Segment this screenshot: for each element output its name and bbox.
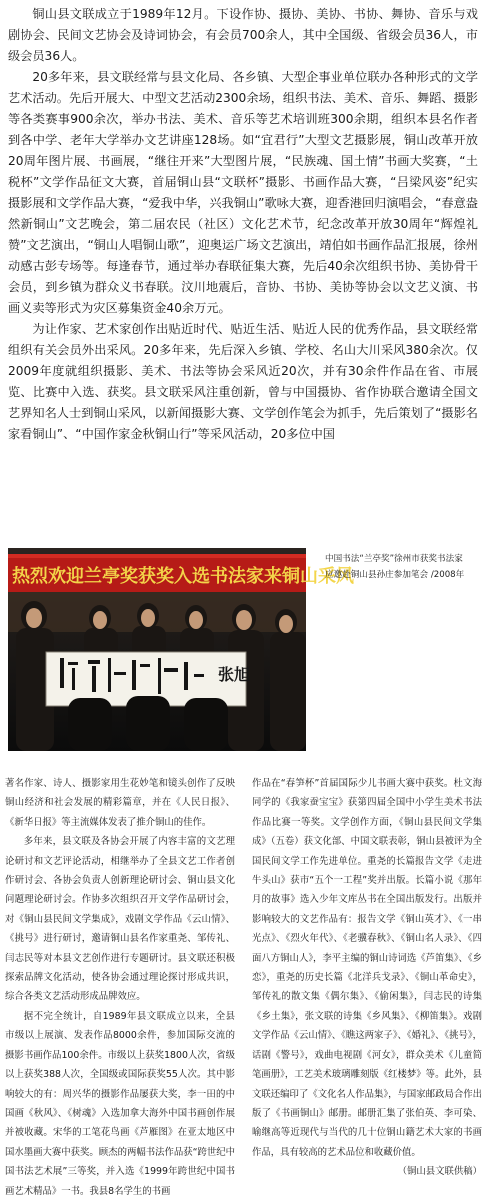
- intro-section: [8, 4, 478, 445]
- intro-paragraph-3: 为让作家、艺术家创作出贴近时代、贴近生活、贴近人民的优秀作品，县文联经常组织有关会员外出采风。20多年来，先后深入乡镇、学校、名山大川采风380余次。仅2009年度就组织摄影、美术、书法等协会采风近20次，并有30余件作品在省、市展览、比赛中入选、获奖。县文联采风注重创新，曾与中国摄协、省作协联合邀请全国文艺界知名人士到铜山采风，以新闻摄影大赛、文学创作笔会为抓手，先后策划了“摄影名家看铜山”、“中国作家金秋铜山行”等采风活动，20多位中国: [8, 322, 478, 441]
- scroll-text: 张旭: [218, 665, 251, 684]
- left-paragraph-3: 据不完全统计，自1989年县文联成立以来，全县市级以上展演、发表作品8000余件，参加国际交流的摄影书画作品100余件。市级以上获奖1800人次，省级以上获奖388人次，全国级或国际获奖55人次。其中影响较大的有：周兴华的摄影作品屡获大奖，李一田的中国画《秋风》、《树魂》入选加拿大海外中国书画创作展并被收藏。宋华的工笔花鸟画《芦雁图》在亚太地区中国水墨画大赛中获奖。顾杰的两幅书法作品获“跨世纪中国书法艺术展”三等奖，并入选《1999年跨世纪中国书画艺术精品》一书。我县8名学生的书画: [5, 1010, 235, 1197]
- intro-paragraph-2: 20多年来，县文联经常与县文化局、各乡镇、大型企事业单位联办各种形式的文学艺术活动。先后开展大、中型文艺活动2300余场，组织书法、美术、音乐、舞蹈、摄影等各类赛事900余次，举办书法、美术、音乐等艺术培训班300余期，组织本县名作者到各中学、老年大学举办文艺讲座128场。如“宜君行”大型文艺摄影展，铜山改革开放20周年图片展、书画展，“继往开来”大型图片展，“民族魂、国土情”书画大奖赛，“土税杯”文学作品征文大赛，首届铜山县“文联杯”摄影、书画作品大赛，“吕梁风姿”纪实摄影展和文学作品大赛，“爱我中华，兴我铜山”歌咏大赛，迎香港回归演唱会，“春意盎然新铜山”文艺晚会，第二届农民（社区）文化艺术节，纪念改革开放30周年“辉煌礼赞”文艺演出，“铜山人唱铜山歌”，迎奥运广场文艺演出，靖伯如书画作品汇报展，徐州动感古彭专场等。每逢春节，通过举办春联征集大赛，先后40余次组织书协、美协骨干会员，到乡镇为群众义书春联。汶川地震后，音协、书协、美协等协会以文艺义演、书画义卖等形式为灾区募集资金40余万元。: [8, 70, 478, 315]
- right-paragraph-1: 作品在“春笋杯”首届国际少儿书画大赛中获奖。杜文海同学的《我家蚕宝宝》获第四届全国中小学生美术书法作品比赛一等奖。文学创作方面，《铜山县民间文学集成》（五卷）获文化部、中国文联表彰，铜山县被评为全国民间文学工作先进单位。重尧的长篇报告文学《走进牛头山》获市“五个一工程”奖并出版。长篇小说《那年月的故事》选入少年文库丛书在全国出版发行。出版并影响较大的文艺作品有：报告文学《铜山英才》、《一串光点》、《烈火年代》、《老骥春秋》、《铜山名人录》、《四面八方铜山人》，李平主编的铜山诗词选《芦笛集》、《乡恋》，重尧的历史长篇《北洋兵戈录》、《铜山革命史》，邹传礼的散文集《偶尔集》、《偷闲集》，闫志民的诗集《乡土集》，张文联的诗集《乡风集》、《柳笛集》。戏剧文学作品《云山情》、《瞧这两家子》、《婚礼》、《挑号》，话剧《警号》，戏曲电视剧《河女》，群众美术《儿童简笔画册》，工艺美术玻璃雕刻版《红楼梦》等。此外，县文联还编印了《文化名人作品集》，与国家邮政局合作出版了《书画铜山》邮册。邮册汇集了张伯英、李可染、喻继高等近现代与当代的几十位铜山籍艺术大家的书画作品，具有较高的艺术品位和收藏价值。: [252, 778, 482, 1158]
- photo-caption: [325, 551, 480, 583]
- left-column: [5, 774, 235, 1201]
- event-photo: [8, 548, 354, 751]
- caption-line-1: 中国书法“兰亭奖”徐州市获奖书法家: [325, 554, 463, 564]
- left-paragraph-1: 著名作家、诗人、摄影家用生花妙笔和镜头创作了反映铜山经济和社会发展的精彩篇章，并在《人民日报》、《新华日报》等主流媒体发表了推介铜山的佳作。: [5, 778, 235, 828]
- banner-text: 热烈欢迎兰亭奖获奖入选书法家来铜山采风: [12, 566, 354, 587]
- left-paragraph-2: 多年来，县文联及各协会开展了内容丰富的文艺理论研讨和文艺评论活动，相继举办了全县文艺工作者创作研讨会、各协会负责人创新理论研讨会、铜山县文化问题理论研讨会。作协多次组织召开文学作品研讨会，对《铜山县民间文学集成》，戏剧文学作品《云山情》、《挑号》进行研讨，邀请铜山县名作家重尧、邹传礼、闫志民等对本县文艺创作进行专题研讨。县文联还积极探索品牌文化活动，使各协会通过理论探讨形成共识，综合各类文艺活动形成品牌效应。: [5, 836, 235, 1003]
- caption-line-2: 应邀赴铜山县孙庄参加笔会 /2008年: [325, 570, 465, 580]
- source-credit: （铜山县文联供稿）: [397, 1166, 482, 1178]
- event-photo-graphic: [8, 548, 354, 751]
- right-column: [252, 774, 482, 1182]
- intro-paragraph-1: 铜山县文联成立于1989年12月。下设作协、摄协、美协、书协、舞协、音乐与戏剧协会、民间文艺协会及诗词协会，有会员700余人，其中全国级、省级会员36人，市级会员36人。: [8, 7, 478, 63]
